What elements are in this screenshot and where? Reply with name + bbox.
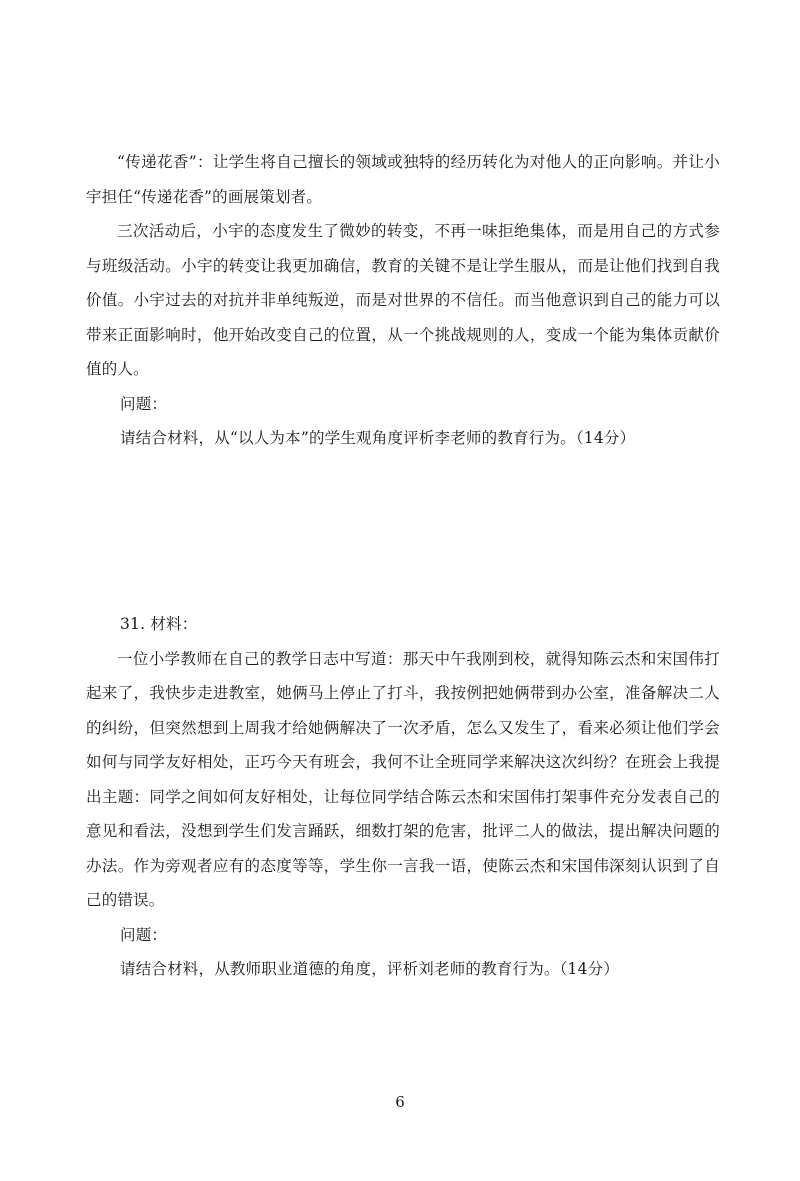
question-text: 请结合材料，从“以人为本”的学生观角度评析李老师的教育行为。（14分）: [120, 429, 636, 447]
page-number: 6: [395, 1093, 405, 1111]
section-1: [86, 145, 720, 456]
material-paragraph: 一位小学教师在自己的教学日志中写道：那天中午我刚到校，就得知陈云杰和宋国伟打起来了，我快步走进教室，她俩马上停止了打斗，我按例把她俩带到办公室，准备解决二人的纠纷，但突然想到上周我才给她俩解决了一次矛盾，怎么又发生了，看来必须让他们学会如何与同学友好相处，正巧今天有班会，我何不让全班同学来解决这次纠纷？在班会上我提出主题：同学之间如何友好相处，让每位同学结合陈云杰和宋国伟打架事件充分发表自己的意见和看法，没想到学生们发言踊跃，细数打架的危害，批评二人的做法，提出解决问题的办法。作为旁观者应有的态度等等，学生你一言我一语，使陈云杰和宋国伟深刻认识到了自己的错误。: [86, 649, 720, 909]
question-label: 问题：: [120, 925, 168, 944]
reflection-paragraph: 三次活动后，小宇的态度发生了微妙的转变，不再一味拒绝集体，而是用自己的方式参与班级活动。小宇的转变让我更加确信，教育的关键不是让学生服从，而是让他们找到自我价值。小宇过去的对抗并非单纯叛逆，而是对世界的不信任。而当他意识到自己的能力可以带来正面影响时，他开始改变自己的位置，从一个挑战规则的人，变成一个能为集体贡献价值的人。: [86, 222, 720, 378]
question-text: 请结合材料，从教师职业道德的角度，评析刘老师的教育行为。（14分）: [120, 960, 620, 978]
question-label: 问题：: [120, 394, 168, 413]
activity-paragraph: “传递花香”：让学生将自己擅长的领域或独特的经历转化为对他人的正向影响。并让小宇担任“传递花香”的画展策划者。: [86, 153, 720, 206]
question-number-label: 31. 材料：: [120, 615, 198, 633]
section-31: [86, 607, 720, 987]
